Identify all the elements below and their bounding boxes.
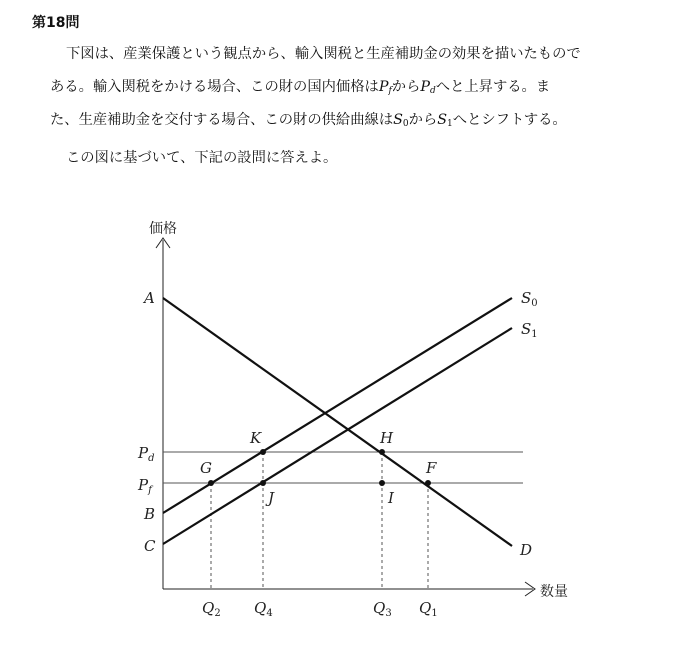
point-f	[425, 480, 431, 486]
question-paragraph	[50, 44, 670, 143]
label-s0: $S_0$	[521, 289, 538, 309]
label-s1: $S_1$	[521, 320, 538, 340]
point-i	[379, 480, 385, 486]
point-g	[208, 480, 214, 486]
label-f: F	[426, 459, 437, 477]
label-b: B	[144, 505, 156, 523]
supply-demand-chart	[0, 200, 694, 648]
label-q1: $Q_1$	[419, 599, 438, 619]
question-line-1: 下図は、産業保護という観点から、輸入関税と生産補助金の効果を描いたもので	[66, 46, 581, 62]
question-instruction: この図に基づいて、下記の設問に答えよ。	[66, 150, 338, 166]
label-c: C	[144, 537, 156, 555]
point-h	[379, 449, 385, 455]
label-j: J	[268, 489, 275, 507]
label-pd: $P_d$	[138, 444, 155, 464]
supply-curve-s1	[163, 328, 512, 544]
label-pf: $P_f$	[138, 476, 152, 496]
point-k	[260, 449, 266, 455]
x-axis-label: 数量	[540, 584, 568, 600]
label-h: H	[380, 429, 394, 447]
label-i: I	[388, 489, 394, 507]
label-a: A	[144, 289, 155, 307]
demand-curve	[163, 298, 512, 546]
label-k: K	[250, 429, 262, 447]
question-line-3: た、生産補助金を交付する場合、この財の供給曲線は$S_0$から$S_1$へとシフトする。	[50, 112, 567, 129]
y-axis-label: 価格	[149, 221, 177, 237]
point-j	[260, 480, 266, 486]
label-d: D	[520, 541, 533, 559]
question-line-2: ある。輸入関税をかける場合、この財の国内価格は$P_f$から$P_d$へと上昇する。ま	[50, 79, 551, 96]
label-q2: $Q_2$	[202, 599, 221, 619]
label-q3: $Q_3$	[373, 599, 392, 619]
label-q4: $Q_4$	[254, 599, 273, 619]
label-g: G	[200, 459, 212, 477]
supply-curve-s0	[163, 298, 512, 513]
question-title: 第18問	[32, 15, 80, 31]
